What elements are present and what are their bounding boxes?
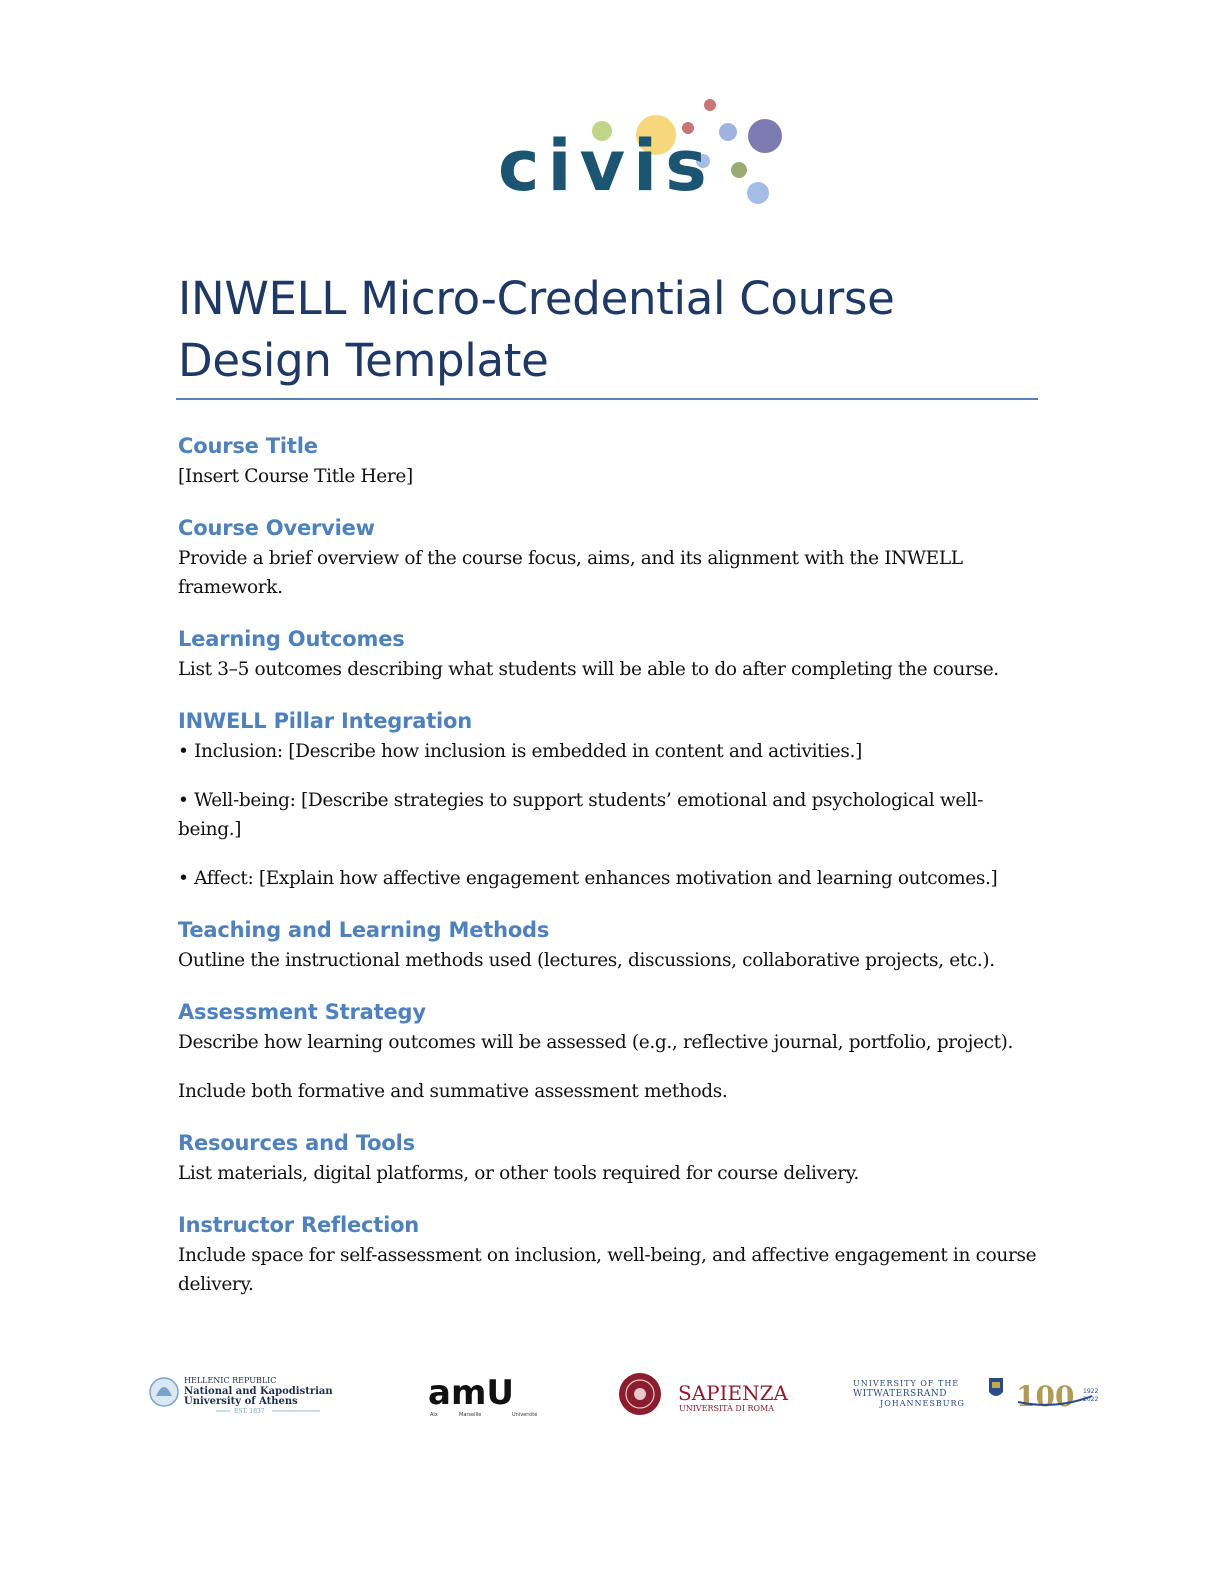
logo-dot (731, 162, 747, 178)
amu-text: amU (428, 1373, 514, 1413)
logo-athens (150, 1376, 333, 1415)
logo-amu (428, 1373, 537, 1418)
sapienza-name: SAPIENZA (678, 1381, 788, 1405)
section-heading: Teaching and Learning Methods (178, 918, 550, 942)
wits-line3: JOHANNESBURG (880, 1399, 965, 1408)
section-resources-tools (178, 1127, 1038, 1188)
athens-line3: University of Athens (184, 1396, 298, 1407)
section-heading: Resources and Tools (178, 1131, 415, 1155)
section-heading: Learning Outcomes (178, 627, 405, 651)
document-title: INWELL Micro-Credential Course Design Template (178, 272, 895, 387)
athens-line2: National and Kapodistrian (184, 1386, 333, 1397)
partner-logos (146, 1366, 1106, 1422)
logo-wits (853, 1378, 1098, 1413)
wits-year-end: 2022 (1083, 1396, 1099, 1403)
logo-dot (719, 123, 737, 141)
section-heading: Course Title (178, 434, 318, 458)
amu-sub3: Université (512, 1412, 538, 1418)
section-teaching-methods (178, 914, 1038, 975)
athens-line4: EST. 1837 (234, 1408, 265, 1415)
wits-year-start: 1922 (1083, 1388, 1099, 1395)
wits-line2: WITWATERSRAND (853, 1389, 947, 1399)
section-heading: Course Overview (178, 516, 375, 540)
logo-dot (748, 119, 782, 153)
bullet-inclusion: • Inclusion: [Describe how inclusion is embedded in content and activities.] (178, 741, 862, 762)
wits-centenary: 100 (1016, 1380, 1075, 1413)
bullet-well-being: • Well-being: [Describe strategies to support students’ emotional and psychological well-being.] (178, 790, 983, 840)
section-instructor-reflection (178, 1209, 1038, 1299)
section-text: Include both formative and summative assessment methods. (178, 1081, 728, 1102)
document-body (178, 430, 1038, 1299)
wits-line1: UNIVERSITY OF THE (853, 1379, 960, 1388)
section-course-overview (178, 512, 1038, 602)
section-pillar-integration (178, 705, 1038, 893)
sapienza-seal-icon (619, 1373, 661, 1415)
section-learning-outcomes (178, 623, 1038, 684)
section-assessment-strategy (178, 996, 1038, 1106)
logo-dot (747, 182, 769, 204)
section-text: List 3–5 outcomes describing what students will be able to do after completing the course. (178, 659, 999, 680)
section-text: Include space for self-assessment on inclusion, well-being, and affective engagement in course delivery. (178, 1245, 1037, 1295)
logo-sapienza (619, 1373, 788, 1415)
logo-dot (704, 99, 716, 111)
bullet-affect: • Affect: [Explain how affective engagement enhances motivation and learning outcomes.] (178, 868, 998, 889)
section-heading: Instructor Reflection (178, 1213, 420, 1237)
amu-sub1: Aix (430, 1412, 438, 1418)
title-divider (176, 398, 1038, 400)
section-course-title (178, 430, 1038, 491)
section-text: List materials, digital platforms, or other tools required for course delivery. (178, 1163, 859, 1184)
section-heading: INWELL Pillar Integration (178, 709, 473, 733)
section-text: Provide a brief overview of the course focus, aims, and its alignment with the INWELL framework. (178, 548, 963, 598)
section-text: Describe how learning outcomes will be assessed (e.g., reflective journal, portfolio, project). (178, 1032, 1014, 1053)
athens-line1: HELLENIC REPUBLIC (184, 1376, 277, 1385)
amu-sub2: Marseille (459, 1412, 482, 1418)
logo-text: civis (498, 125, 715, 207)
sapienza-sub: UNIVERSITÀ DI ROMA (679, 1404, 775, 1413)
section-text: Outline the instructional methods used (lectures, discussions, collaborative projects, etc.). (178, 950, 995, 971)
wits-crest-icon (989, 1378, 1003, 1396)
civis-logo (490, 92, 800, 212)
section-text: [Insert Course Title Here] (178, 466, 413, 487)
athens-seal-icon (150, 1378, 178, 1406)
section-heading: Assessment Strategy (178, 1000, 426, 1024)
